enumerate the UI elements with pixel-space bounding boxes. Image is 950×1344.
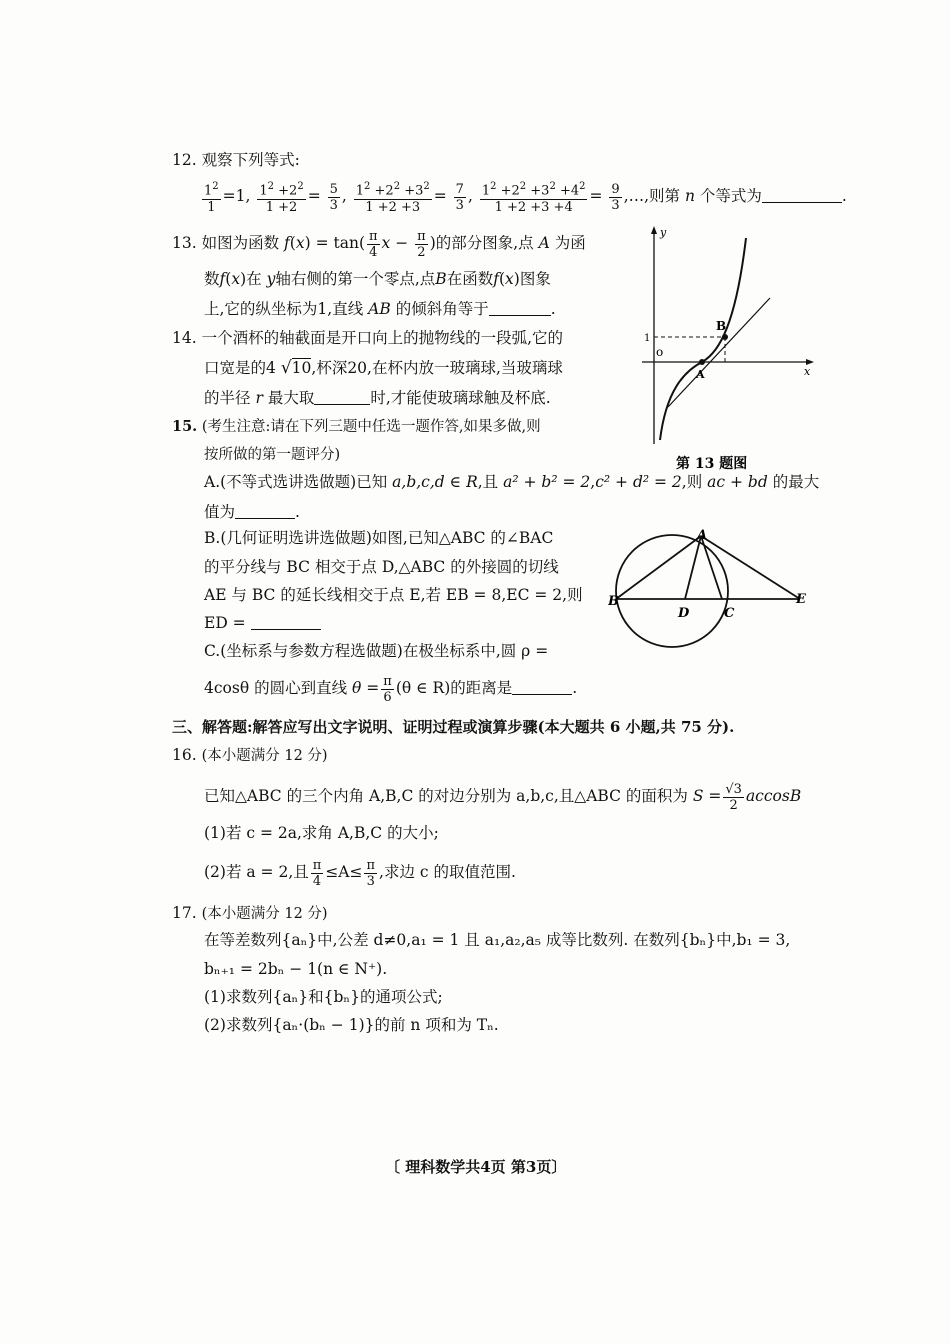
answer-blank[interactable] bbox=[512, 678, 572, 695]
fraction: $\frac{1^2 +2^2 +3^2 +4^2}{1 +2 +3 +4}$ bbox=[481, 181, 586, 215]
fraction: $\frac{1^2}{1}$ bbox=[204, 181, 219, 215]
circumcircle bbox=[616, 535, 728, 647]
q17-line1: 在等差数列{aₙ}中,公差 d≠0,a₁ = 1 且 a₁,a₂,a₅ 成等比数列. 在数列{bₙ}中,b₁ = 3, bbox=[204, 931, 791, 949]
q17-part1: (1)求数列{aₙ}和{bₙ}的通项公式; bbox=[204, 988, 443, 1006]
fraction: $\frac{1^2 +2^2}{1 +2}$ bbox=[259, 181, 304, 215]
origin-label: o bbox=[656, 345, 664, 359]
q15-C-line2: 4cosθ 的圆心到直线 θ = $\frac{\pi}{6}$ (θ ∈ R)的距离是 . bbox=[204, 673, 578, 705]
figure-13-caption: 第 13 题图 bbox=[676, 456, 748, 472]
q16-header: 16. (本小题满分 12 分) bbox=[172, 746, 328, 764]
x-label: x bbox=[804, 365, 811, 378]
q13-line3: 上,它的纵坐标为1,直线 AB 的倾斜角等于 . bbox=[204, 300, 556, 318]
y-label: y bbox=[660, 226, 667, 239]
fraction: $\frac{9}{3}$ bbox=[611, 181, 620, 213]
page-footer: 〔 理科数学共4页 第3页〕 bbox=[385, 1158, 567, 1176]
q17-header: 17. (本小题满分 12 分) bbox=[172, 904, 328, 922]
label-C: C bbox=[724, 606, 735, 621]
q15-A-line1: A.(不等式选讲选做题)已知 a,b,c,d ∈ R,且 a² + b² = 2,c² + d² = 2,则 ac + bd 的最大 bbox=[204, 473, 820, 491]
q13-line1: 13. 如图为函数 f(x) = tan( $\frac{\pi}{4}$ x − $\frac{\pi}{2}$ )的部分图象,点 A 为函 bbox=[172, 228, 586, 260]
one-label: 1 bbox=[644, 333, 651, 344]
answer-blank[interactable] bbox=[251, 613, 321, 630]
q17-part2: (2)求数列{aₙ·(bₙ − 1)}的前 n 项和为 Tₙ. bbox=[204, 1016, 499, 1034]
fraction: $\frac{5}{3}$ bbox=[329, 181, 338, 213]
point-A bbox=[699, 359, 705, 365]
q14-line3: 的半径 r 最大取 时,才能使玻璃球触及杯底. bbox=[204, 389, 551, 407]
label-E: E bbox=[796, 592, 806, 607]
q15-A-line2: 值为 . bbox=[204, 503, 300, 521]
line-AB bbox=[668, 298, 770, 407]
figure-13-graph bbox=[628, 222, 818, 472]
q15-B-line2: 的平分线与 BC 相交于点 D,△ABC 的外接圆的切线 bbox=[204, 558, 559, 576]
q12-line1: 12. 观察下列等式: bbox=[172, 151, 300, 169]
fraction: $\frac{7}{3}$ bbox=[455, 181, 464, 213]
q15-B-line4: ED = bbox=[204, 608, 321, 638]
q15-line2: 按所做的第一题评分) bbox=[204, 447, 341, 463]
q14-line1: 14. 一个酒杯的轴截面是开口向上的抛物线的一段弧,它的 bbox=[172, 329, 564, 347]
label-D: D bbox=[678, 606, 690, 621]
y-axis-arrow bbox=[651, 226, 657, 234]
label-B: B bbox=[608, 594, 619, 609]
q14-line2: 口宽是的4 √10,杯深20,在杯内放一玻璃球,当玻璃球 bbox=[204, 358, 563, 378]
tan-curve bbox=[660, 238, 746, 440]
q17-line2: bₙ₊₁ = 2bₙ − 1(n ∈ N⁺). bbox=[204, 960, 388, 978]
label-A: A bbox=[697, 528, 708, 543]
B-label: B bbox=[716, 319, 727, 333]
q15-B-line3: AE 与 BC 的延长线相交于点 E,若 EB = 8,EC = 2,则 bbox=[204, 586, 583, 604]
figure-15-geometry bbox=[608, 525, 813, 650]
q15-C-line1: C.(坐标系与参数方程选做题)在极坐标系中,圆 ρ = bbox=[204, 642, 549, 660]
q16-part2: (2)若 a = 2,且 $\frac{\pi}{4}$ ≤A≤ $\frac{\pi}{3}$ ,求边 c 的取值范围. bbox=[204, 857, 516, 889]
A-label: A bbox=[696, 368, 705, 381]
point-B bbox=[722, 334, 728, 340]
answer-blank[interactable] bbox=[235, 502, 295, 519]
q16-part1: (1)若 c = 2a,求角 A,B,C 的大小; bbox=[204, 824, 439, 842]
fraction: $\frac{1^2 +2^2 +3^2}{1 +2 +3}$ bbox=[355, 181, 430, 215]
tangent-AE bbox=[701, 536, 800, 599]
q16-line1: 已知△ABC 的三个内角 A,B,C 的对边分别为 a,b,c,且△ABC 的面积为 S = $\frac{√3}{2}$ accosB bbox=[204, 781, 802, 813]
answer-blank[interactable] bbox=[762, 186, 842, 203]
q15-line1: 15. (考生注意:请在下列三题中任选一题作答,如果多做,则 bbox=[172, 418, 541, 435]
q15-B-line1: B.(几何证明选讲选做题)如图,已知△ABC 的∠BAC bbox=[204, 529, 554, 547]
q12-equations: $\frac{1^2}{1}$ =1, $\frac{1^2 +2^2}{1 +2}$ = $\frac{5}{3}$ , $\frac{1^2 +2^2 +3^2}{1 +2 +3}$ = $\frac{7}{3}$ , $\frac{1^2 +2^2 +3^2 +4^2}{1 +2 +3 +4}$ = $\frac{9}{3}$ ,…,则第 n 个等式为 . bbox=[204, 181, 847, 215]
answer-blank[interactable] bbox=[489, 299, 551, 316]
segment-AC bbox=[701, 536, 722, 599]
section3-title: 三、解答题:解答应写出文字说明、证明过程或演算步骤(本大题共 6 小题,共 75 分). bbox=[172, 718, 735, 736]
answer-blank[interactable] bbox=[314, 388, 370, 405]
q13-line2: 数f(x)在 y轴右侧的第一个零点,点B在函数f(x)图象 bbox=[204, 270, 551, 288]
